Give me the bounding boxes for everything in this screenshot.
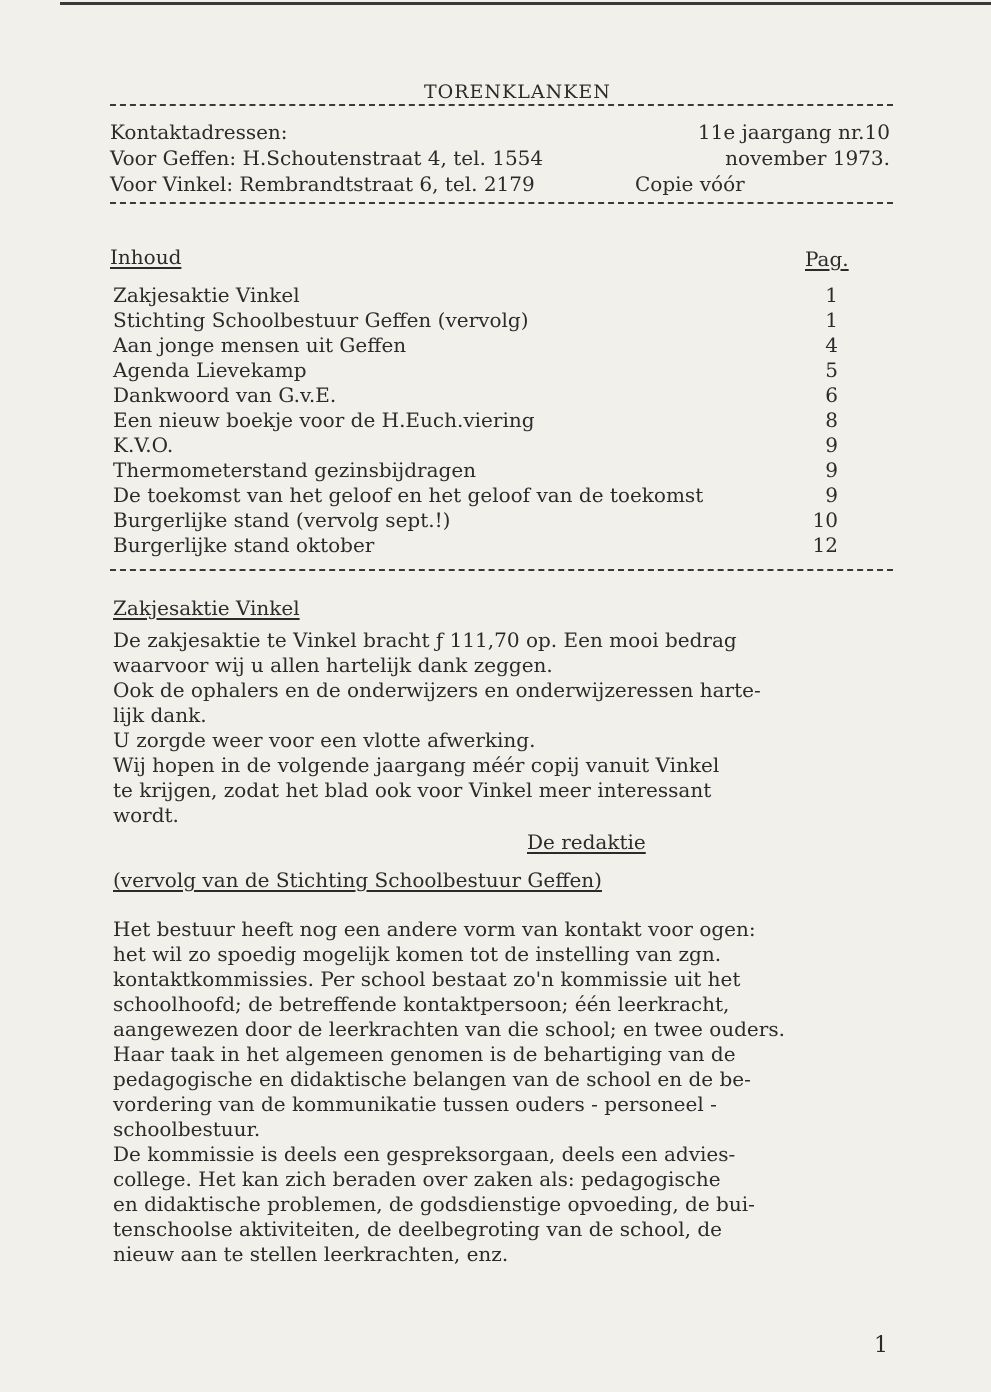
toc-item-title: Zakjesaktie Vinkel — [113, 283, 300, 307]
volume-number: 11e jaargang nr.10 — [697, 120, 890, 144]
page-number: 1 — [874, 1333, 888, 1358]
top-border-line — [60, 2, 991, 5]
geffen-address: Voor Geffen: H.Schoutenstraat 4, tel. 1554 — [110, 146, 544, 170]
header-bottom-divider — [110, 202, 893, 204]
article1-signature: De redaktie — [527, 830, 646, 854]
toc-item-page: 4 — [825, 333, 838, 357]
toc-item-title: Stichting Schoolbestuur Geffen (vervolg) — [113, 308, 529, 332]
text-line: U zorgde weer voor een vlotte afwerking. — [113, 728, 536, 752]
text-line: Haar taak in het algemeen genomen is de behartiging van de — [113, 1042, 736, 1066]
header-divider — [110, 104, 893, 106]
toc-item — [113, 508, 838, 533]
toc-item-page: 6 — [825, 383, 838, 407]
text-line: nieuw aan te stellen leerkrachten, enz. — [113, 1242, 509, 1266]
toc-item-page: 1 — [825, 308, 838, 332]
issue-date: november 1973. — [725, 146, 890, 170]
text-line: en didaktische problemen, de godsdienstige opvoeding, de bui- — [113, 1192, 755, 1216]
text-line: tenschoolse aktiviteiten, de deelbegroting van de school, de — [113, 1217, 722, 1241]
text-line: Het bestuur heeft nog een andere vorm van kontakt voor ogen: — [113, 917, 756, 941]
toc-item-page: 1 — [825, 283, 838, 307]
text-line: wordt. — [113, 803, 179, 827]
text-line: college. Het kan zich beraden over zaken als: pedagogische — [113, 1167, 721, 1191]
toc-item-title: Aan jonge mensen uit Geffen — [113, 333, 407, 357]
toc-item-title: De toekomst van het geloof en het geloof van de toekomst — [113, 483, 704, 507]
toc-item — [113, 333, 838, 358]
toc-item-page: 12 — [812, 533, 838, 557]
toc-item-title: Agenda Lievekamp — [113, 358, 307, 382]
toc-item — [113, 383, 838, 408]
contact-label: Kontaktadressen: — [110, 120, 288, 144]
toc-item — [113, 308, 838, 333]
toc-item — [113, 433, 838, 458]
toc-item-title: Burgerlijke stand (vervolg sept.!) — [113, 508, 451, 532]
toc-item-title: Thermometerstand gezinsbijdragen — [113, 458, 477, 482]
text-line: De zakjesaktie te Vinkel bracht ƒ 111,70 op. Een mooi bedrag — [113, 628, 737, 652]
text-line: te krijgen, zodat het blad ook voor Vinkel meer interessant — [113, 778, 712, 802]
text-line: aangewezen door de leerkrachten van die school; en twee ouders. — [113, 1017, 785, 1041]
toc-item-page: 9 — [825, 458, 838, 482]
toc-heading: Inhoud — [110, 245, 182, 269]
text-line: het wil zo spoedig mogelijk komen tot de instelling van zgn. — [113, 942, 722, 966]
text-line: Wij hopen in de volgende jaargang méér copij vanuit Vinkel — [113, 753, 720, 777]
toc-item-page: 9 — [825, 433, 838, 457]
newsletter-title: TORENKLANKEN — [424, 81, 611, 103]
toc-item — [113, 283, 838, 308]
copy-deadline: Copie vóór — [635, 172, 745, 196]
toc-item — [113, 358, 838, 383]
text-line: De kommissie is deels een gespreksorgaan, deels een advies- — [113, 1142, 736, 1166]
text-line: vordering van de kommunikatie tussen ouders - personeel - — [113, 1092, 717, 1116]
text-line: schoolbestuur. — [113, 1117, 261, 1141]
toc-item-title: Dankwoord van G.v.E. — [113, 383, 337, 407]
toc-divider — [110, 569, 893, 571]
article2-heading: (vervolg van de Stichting Schoolbestuur Geffen) — [113, 868, 602, 892]
toc-item-page: 8 — [825, 408, 838, 432]
text-line: pedagogische en didaktische belangen van de school en de be- — [113, 1067, 751, 1091]
toc-item — [113, 533, 838, 558]
text-line: lijk dank. — [113, 703, 207, 727]
toc-item-page: 5 — [825, 358, 838, 382]
text-line: kontaktkommissies. Per school bestaat zo'n kommissie uit het — [113, 967, 741, 991]
article1-heading: Zakjesaktie Vinkel — [113, 596, 300, 620]
toc-item-title: K.V.O. — [113, 433, 174, 457]
toc-item-title: Een nieuw boekje voor de H.Euch.viering — [113, 408, 535, 432]
toc-page-heading: Pag. — [805, 247, 849, 271]
text-line: Ook de ophalers en de onderwijzers en onderwijzeressen harte- — [113, 678, 761, 702]
toc-item-page: 9 — [825, 483, 838, 507]
vinkel-address: Voor Vinkel: Rembrandtstraat 6, tel. 2179 — [110, 172, 535, 196]
article1-body — [113, 628, 873, 828]
toc-item — [113, 458, 838, 483]
toc-item — [113, 483, 838, 508]
text-line: waarvoor wij u allen hartelijk dank zeggen. — [113, 653, 553, 677]
toc-item — [113, 408, 838, 433]
article2-body — [113, 917, 873, 1267]
toc-item-title: Burgerlijke stand oktober — [113, 533, 375, 557]
toc-item-page: 10 — [812, 508, 838, 532]
text-line: schoolhoofd; de betreffende kontaktpersoon; één leerkracht, — [113, 992, 730, 1016]
